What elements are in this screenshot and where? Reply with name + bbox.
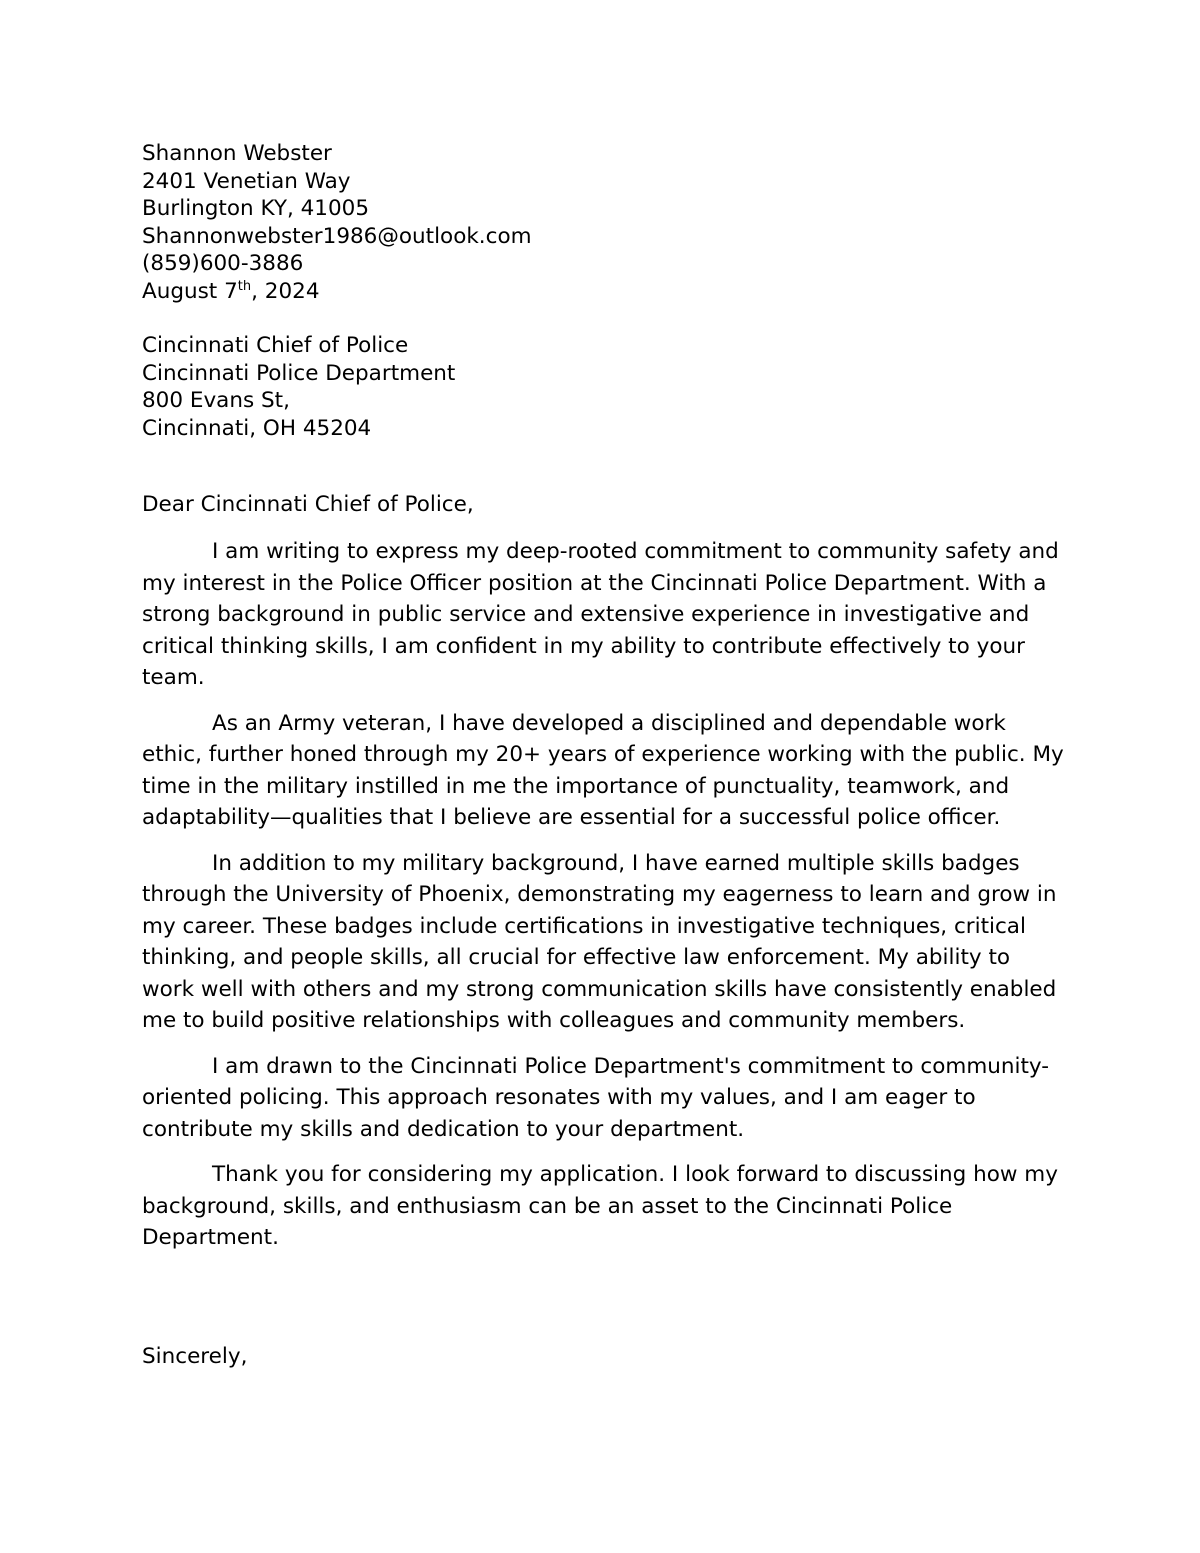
recipient-title: Cincinnati Chief of Police xyxy=(142,333,409,358)
sender-phone: (859)600-3886 xyxy=(142,251,304,276)
letter-date xyxy=(142,278,1067,306)
body-paragraph: I am writing to express my deep-rooted commitment to community safety and my interest in the Police Officer position at the Cincinnati Police Department. With a strong background in public service and extensive experience in investigative and critical thinking skills, I am confident in my ability to contribute effectively to your team. xyxy=(142,539,1059,690)
sender-name: Shannon Webster xyxy=(142,141,332,166)
recipient-street: 800 Evans St, xyxy=(142,388,290,413)
date-ordinal-suffix: th xyxy=(237,278,252,294)
body-paragraph: Thank you for considering my application. I look forward to discussing how my background, skills, and enthusiasm can be an asset to the Cincinnati Police Department. xyxy=(142,1162,1058,1250)
date-year: , 2024 xyxy=(251,278,320,304)
letter-body xyxy=(142,536,1067,1268)
body-paragraph: In addition to my military background, I have earned multiple skills badges through the University of Phoenix, demonstrating my eagerness to learn and grow in my career. These badges include certifications in investigative techniques, critical thinking, and people skills, all crucial for effective law enforcement. My ability to work well with others and my strong communication skills have consistently enabled me to build positive relationships with colleagues and community members. xyxy=(142,850,1057,1033)
sender-street: 2401 Venetian Way xyxy=(142,168,351,194)
body-paragraph: I am drawn to the Cincinnati Police Department's commitment to community-oriented policing. This approach resonates with my values, and I am eager to contribute my skills and dedication to your department. xyxy=(142,1053,1050,1142)
body-paragraph: As an Army veteran, I have developed a disciplined and dependable work ethic, further honed through my 20+ years of experience working with the public. My time in the military instilled in me the importance of punctuality, teamwork, and adaptability—qualities that I believe are essential for a successful police officer. xyxy=(142,710,1064,830)
recipient-city-state-zip: Cincinnati, OH 45204 xyxy=(142,415,372,441)
salutation: Dear Cincinnati Chief of Police, xyxy=(142,492,474,517)
date-month-day: August 7 xyxy=(142,278,238,304)
sender-address-block xyxy=(142,140,1067,305)
closing: Sincerely, xyxy=(142,1344,248,1369)
recipient-organization: Cincinnati Police Department xyxy=(142,360,456,386)
recipient-address-block xyxy=(142,332,1067,442)
sender-email: Shannonwebster1986@outlook.com xyxy=(142,223,532,249)
sender-city-state-zip: Burlington KY, 41005 xyxy=(142,196,370,221)
